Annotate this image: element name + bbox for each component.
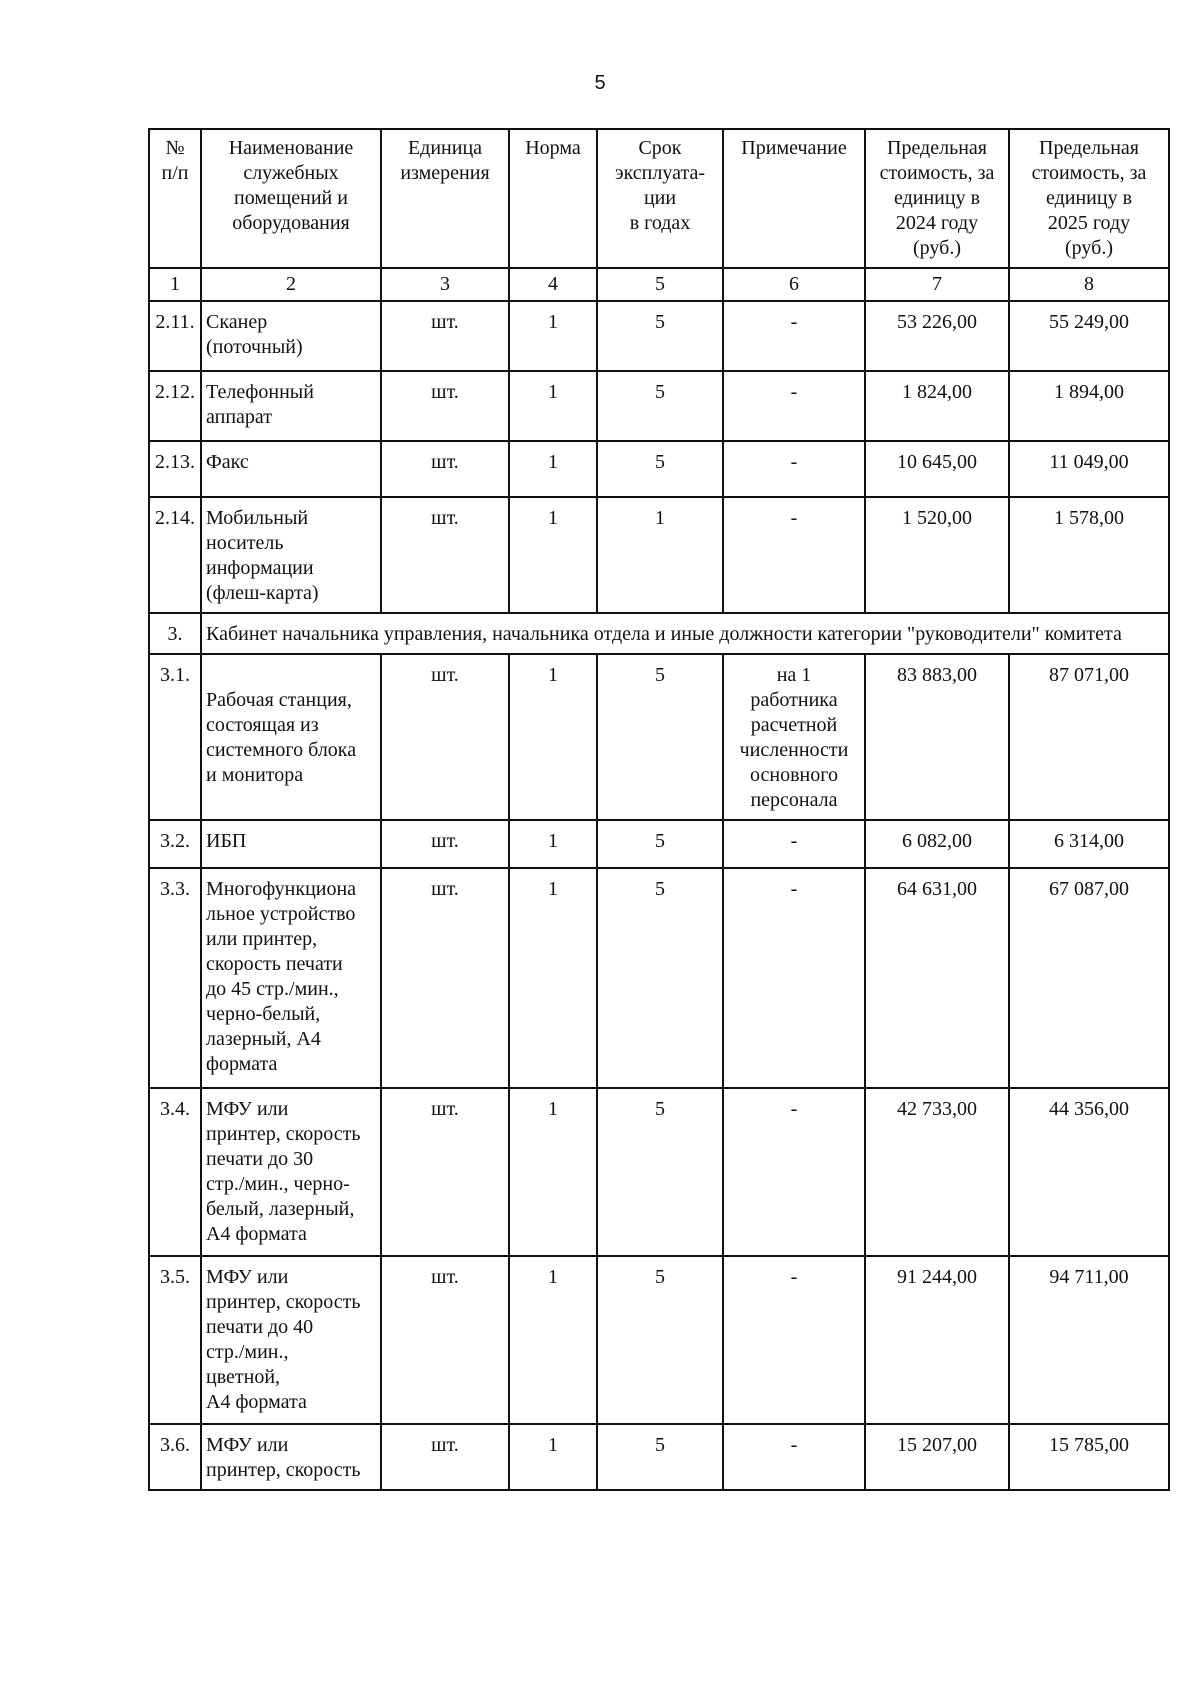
column-number: 5 — [597, 268, 723, 301]
item-price-2024: 15 207,00 — [865, 1424, 1009, 1490]
item-term: 5 — [597, 1088, 723, 1256]
item-price-2024: 1 824,00 — [865, 371, 1009, 441]
table-row — [149, 301, 1169, 371]
row-number: 2.14. — [149, 497, 201, 613]
item-unit: шт. — [381, 441, 509, 497]
section-number: 3. — [149, 613, 201, 654]
row-number: 3.5. — [149, 1256, 201, 1424]
item-note: на 1 работника расчетной численности основного персонала — [723, 654, 865, 820]
row-number: 3.4. — [149, 1088, 201, 1256]
item-name: Сканер (поточный) — [201, 301, 381, 371]
item-note: - — [723, 497, 865, 613]
table-header-row — [149, 129, 1169, 268]
item-norm: 1 — [509, 820, 597, 868]
page-number: 5 — [594, 72, 606, 94]
item-unit: шт. — [381, 820, 509, 868]
item-unit: шт. — [381, 497, 509, 613]
item-price-2025: 1 894,00 — [1009, 371, 1169, 441]
table-row — [149, 820, 1169, 868]
item-price-2024: 64 631,00 — [865, 868, 1009, 1088]
item-note: - — [723, 1256, 865, 1424]
item-price-2025: 6 314,00 — [1009, 820, 1169, 868]
column-number-row — [149, 268, 1169, 301]
item-price-2025: 94 711,00 — [1009, 1256, 1169, 1424]
item-note: - — [723, 371, 865, 441]
item-norm: 1 — [509, 868, 597, 1088]
item-note: - — [723, 1424, 865, 1490]
item-price-2025: 1 578,00 — [1009, 497, 1169, 613]
header-cell: Предельная стоимость, за единицу в 2024 году (руб.) — [865, 129, 1009, 268]
item-price-2024: 53 226,00 — [865, 301, 1009, 371]
item-price-2025: 87 071,00 — [1009, 654, 1169, 820]
table-row — [149, 1424, 1169, 1490]
item-price-2024: 10 645,00 — [865, 441, 1009, 497]
item-unit: шт. — [381, 654, 509, 820]
row-number: 3.1. — [149, 654, 201, 820]
header-cell: Единица измерения — [381, 129, 509, 268]
row-number: 3.6. — [149, 1424, 201, 1490]
item-norm: 1 — [509, 497, 597, 613]
row-number: 3.2. — [149, 820, 201, 868]
table-row — [149, 1088, 1169, 1256]
item-norm: 1 — [509, 1424, 597, 1490]
item-norm: 1 — [509, 1088, 597, 1256]
item-norm: 1 — [509, 1256, 597, 1424]
item-name: Мобильный носитель информации (флеш-карта) — [201, 497, 381, 613]
row-number: 2.13. — [149, 441, 201, 497]
equipment-norms-table — [148, 128, 1170, 1491]
item-name: Многофункциона льное устройство или принтер, скорость печати до 45 стр./мин., черно-белый, лазерный, А4 формата — [201, 868, 381, 1088]
item-name: Рабочая станция, состоящая из системного блока и монитора — [201, 654, 381, 820]
item-name: МФУ или принтер, скорость — [201, 1424, 381, 1490]
item-name: Факс — [201, 441, 381, 497]
header-cell: № п/п — [149, 129, 201, 268]
row-number: 2.11. — [149, 301, 201, 371]
item-price-2025: 15 785,00 — [1009, 1424, 1169, 1490]
item-unit: шт. — [381, 371, 509, 441]
table-row — [149, 497, 1169, 613]
row-number: 3.3. — [149, 868, 201, 1088]
item-term: 5 — [597, 371, 723, 441]
item-note: - — [723, 301, 865, 371]
item-term: 5 — [597, 1256, 723, 1424]
item-note: - — [723, 441, 865, 497]
item-norm: 1 — [509, 301, 597, 371]
item-unit: шт. — [381, 301, 509, 371]
item-name: МФУ или принтер, скорость печати до 30 стр./мин., черно- белый, лазерный, А4 формата — [201, 1088, 381, 1256]
item-note: - — [723, 820, 865, 868]
item-price-2025: 67 087,00 — [1009, 868, 1169, 1088]
item-norm: 1 — [509, 654, 597, 820]
item-price-2024: 42 733,00 — [865, 1088, 1009, 1256]
item-price-2024: 6 082,00 — [865, 820, 1009, 868]
item-name: МФУ или принтер, скорость печати до 40 стр./мин., цветной, А4 формата — [201, 1256, 381, 1424]
section-title: Кабинет начальника управления, начальника отдела и иные должности категории "руководители" комитета — [201, 613, 1169, 654]
item-price-2024: 91 244,00 — [865, 1256, 1009, 1424]
item-term: 1 — [597, 497, 723, 613]
section-row — [149, 613, 1169, 654]
column-number: 4 — [509, 268, 597, 301]
column-number: 7 — [865, 268, 1009, 301]
item-note: - — [723, 1088, 865, 1256]
item-term: 5 — [597, 1424, 723, 1490]
header-cell: Предельная стоимость, за единицу в 2025 году (руб.) — [1009, 129, 1169, 268]
column-number: 1 — [149, 268, 201, 301]
item-term: 5 — [597, 820, 723, 868]
item-name: ИБП — [201, 820, 381, 868]
item-price-2025: 11 049,00 — [1009, 441, 1169, 497]
item-price-2025: 44 356,00 — [1009, 1088, 1169, 1256]
header-cell: Наименование служебных помещений и оборудования — [201, 129, 381, 268]
item-name: Телефонный аппарат — [201, 371, 381, 441]
item-price-2025: 55 249,00 — [1009, 301, 1169, 371]
table-row — [149, 868, 1169, 1088]
table-row — [149, 441, 1169, 497]
table-row — [149, 371, 1169, 441]
column-number: 3 — [381, 268, 509, 301]
table-row — [149, 1256, 1169, 1424]
item-term: 5 — [597, 441, 723, 497]
item-norm: 1 — [509, 371, 597, 441]
item-term: 5 — [597, 654, 723, 820]
item-norm: 1 — [509, 441, 597, 497]
column-number: 2 — [201, 268, 381, 301]
table-row — [149, 654, 1169, 820]
item-unit: шт. — [381, 1256, 509, 1424]
column-number: 6 — [723, 268, 865, 301]
item-price-2024: 83 883,00 — [865, 654, 1009, 820]
item-unit: шт. — [381, 1424, 509, 1490]
item-term: 5 — [597, 868, 723, 1088]
item-price-2024: 1 520,00 — [865, 497, 1009, 613]
item-note: - — [723, 868, 865, 1088]
header-cell: Норма — [509, 129, 597, 268]
item-unit: шт. — [381, 1088, 509, 1256]
item-unit: шт. — [381, 868, 509, 1088]
row-number: 2.12. — [149, 371, 201, 441]
column-number: 8 — [1009, 268, 1169, 301]
header-cell: Примечание — [723, 129, 865, 268]
item-term: 5 — [597, 301, 723, 371]
header-cell: Срок эксплуата- ции в годах — [597, 129, 723, 268]
